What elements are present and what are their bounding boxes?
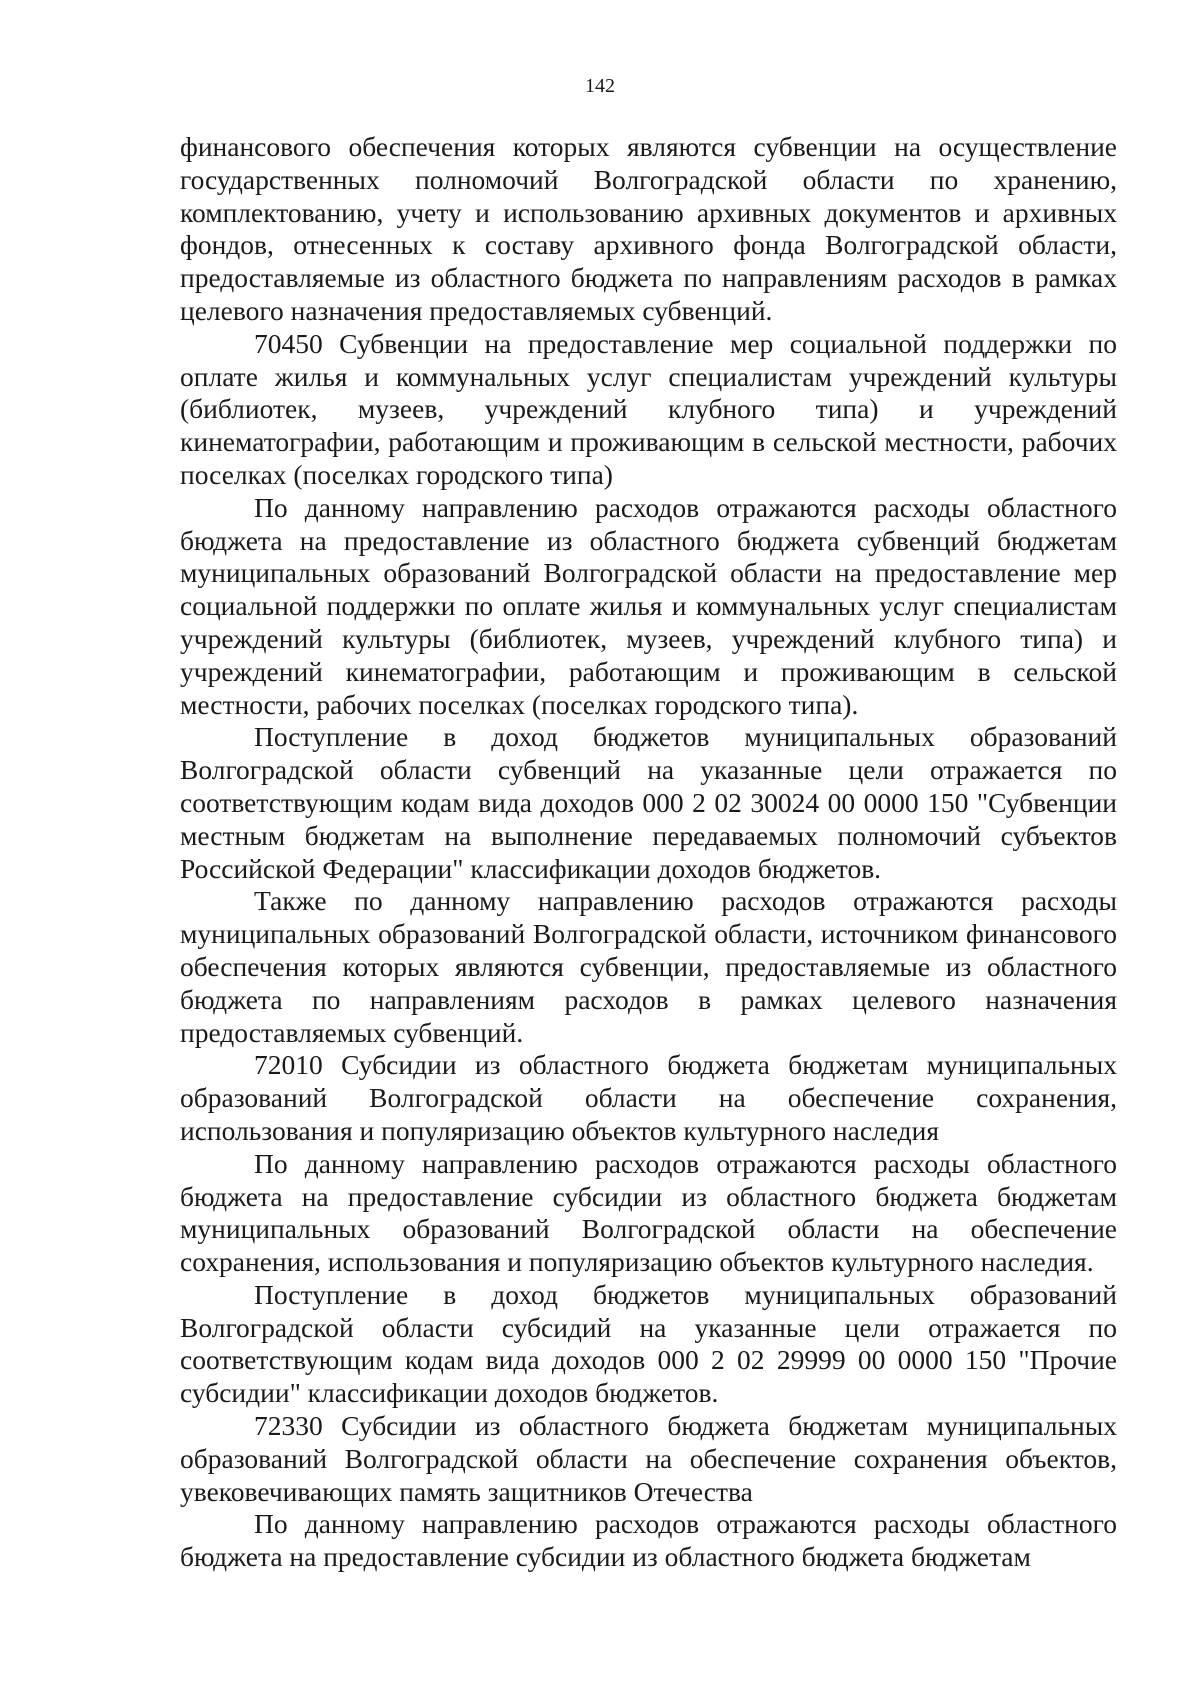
- paragraph: Также по данному направлению расходов отражаются расходы муниципальных образований Волгоградской области, источником финансового обеспечения которых являются субвенции, предоставляемые из областного бюджета по направлениям расходов в рамках целевого назначения предоставляемых субвенций.: [180, 885, 1117, 1048]
- paragraph: 72010 Субсидии из областного бюджета бюджетам муниципальных образований Волгоградской области на обеспечение сохранения, использования и популяризацию объектов культурного наследия: [180, 1049, 1117, 1146]
- paragraph: Поступление в доход бюджетов муниципальных образований Волгоградской области субсидий на указанные цели отражается по соответствующим кодам вида доходов 000 2 02 29999 00 0000 150 "Прочие субсидии" классификации доходов бюджетов.: [180, 1278, 1117, 1409]
- paragraph: По данному направлению расходов отражаются расходы областного бюджета на предоставление субсидии из областного бюджета бюджетам муниципальных образований Волгоградской области на обеспечение сохранения, использования и популяризацию объектов культурного наследия.: [180, 1147, 1117, 1278]
- paragraph: По данному направлению расходов отражаются расходы областного бюджета на предоставление из областного бюджета субвенций бюджетам муниципальных образований Волгоградской области на предоставление мер социальной поддержки по оплате жилья и коммунальных услуг специалистам учреждений культуры (библиотек, музеев, учреждений клубного типа) и учреждений кинематографии, работающим и проживающим в сельской местности, рабочих поселках (поселках городского типа).: [180, 491, 1117, 720]
- paragraph: 70450 Субвенции на предоставление мер социальной поддержки по оплате жилья и коммунальных услуг специалистам учреждений культуры (библиотек, музеев, учреждений клубного типа) и учреждений кинематографии, работающим и проживающим в сельской местности, рабочих поселках (поселках городского типа): [180, 327, 1117, 490]
- paragraph: Поступление в доход бюджетов муниципальных образований Волгоградской области субвенций на указанные цели отражается по соответствующим кодам вида доходов 000 2 02 30024 00 0000 150 "Субвенции местным бюджетам на выполнение передаваемых полномочий субъектов Российской Федерации" классификации доходов бюджетов.: [180, 721, 1117, 884]
- paragraph: финансового обеспечения которых являются субвенции на осуществление государственных полномочий Волгоградской области по хранению, комплектованию, учету и использованию архивных документов и архивных фондов, отнесенных к составу архивного фонда Волгоградской области, предоставляемые из областного бюджета по направлениям расходов в рамках целевого назначения предоставляемых субвенций.: [180, 131, 1117, 326]
- document-body: [180, 131, 1117, 1574]
- paragraph: По данному направлению расходов отражаются расходы областного бюджета на предоставление субсидии из областного бюджета бюджетам: [180, 1508, 1117, 1573]
- page-number: 142: [585, 75, 615, 97]
- paragraph: 72330 Субсидии из областного бюджета бюджетам муниципальных образований Волгоградской области на обеспечение сохранения объектов, увековечивающих память защитников Отечества: [180, 1410, 1117, 1507]
